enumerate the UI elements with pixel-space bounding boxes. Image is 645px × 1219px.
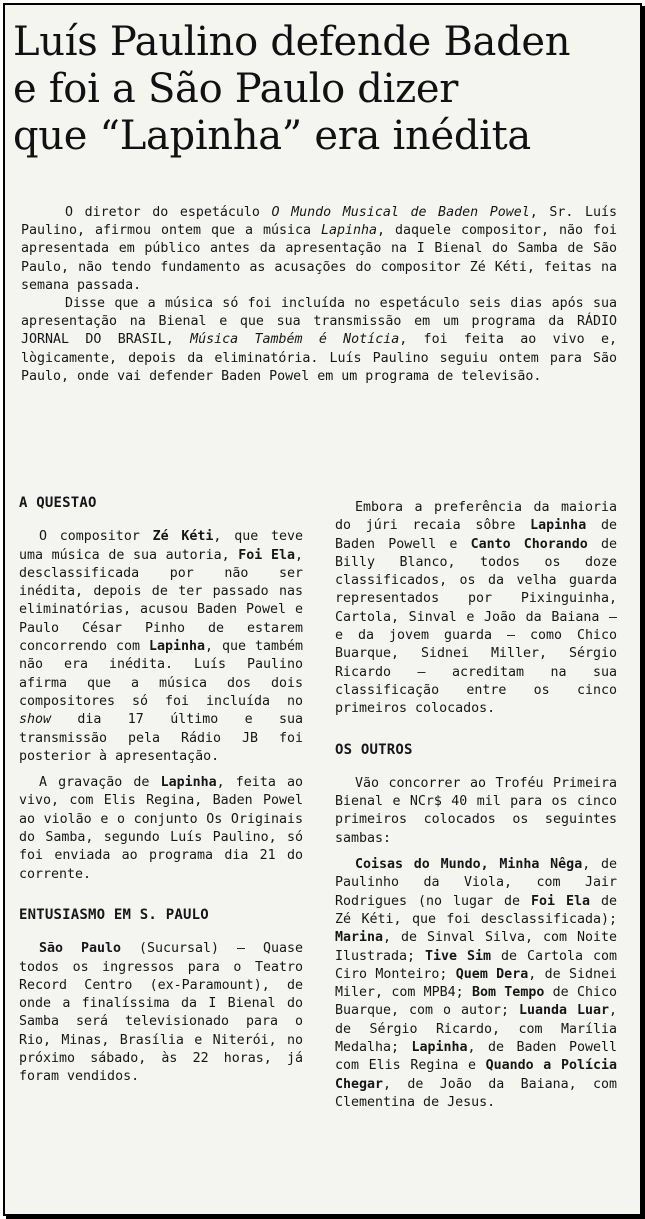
lead-section	[21, 204, 617, 386]
text-run: de Baden Powell e	[335, 518, 617, 552]
bold-run: Luanda Luar	[518, 1003, 609, 1019]
headline	[13, 19, 633, 160]
headline-line-2: e foi a São Paulo dizer	[13, 66, 459, 112]
text-run: , desclassificada por não ser inédita, depois de ter passado nas eliminatórias, acusou Baden Powel e Paulo César Pinho de estarem concorrendo com	[19, 547, 303, 655]
text-run: Vão concorrer ao Troféu Primeira Bienal e NCr$ 40 mil para os cinco primeiros colocados os seguintes sambas:	[335, 775, 617, 846]
text-run: , Sr. Luís Paulino, afirmou ontem que a música	[21, 205, 617, 239]
lead-paragraph-2	[21, 295, 617, 386]
text-run: Disse que a música só foi incluída no espetáculo seis dias após sua apresentação na Bienal e que sua transmissão em um programa da RÁDIO JORNAL DO BRASIL,	[21, 296, 617, 348]
italic-run: Lapinha	[320, 223, 377, 239]
subheading-a-questao: A QUESTAO	[19, 495, 97, 511]
bold-run: Bom Tempo	[471, 985, 545, 1001]
subheading-os-outros: OS OUTROS	[335, 741, 413, 758]
text-run: , de Sérgio Ricardo, com Marília Medalha;	[335, 1003, 618, 1056]
subheading-entusiasmo: ENTUSIASMO EM S. PAULO	[19, 906, 209, 923]
text-run: A gravação de	[39, 775, 161, 791]
text-run: , que teve uma música de sua autoria,	[19, 529, 304, 563]
bold-run: Zé Kéti	[152, 529, 214, 545]
text-run: de Billy Blanco, todos os doze classificados, os da velha guarda representados por Pixinguinha, Cartola, Sinval e João da Baiana — e da jovem guarda — como Chico Buarque, Sidnei Miller, Sérgio Ricardo — acreditam na sua classificação entre os cinco primeiros colocados.	[335, 536, 617, 717]
text-run: O compositor	[39, 529, 153, 545]
bold-run: Quem Dera	[455, 966, 529, 982]
text-run: de Zé Kéti, que foi desclassificada);	[335, 893, 617, 927]
left-paragraph-3	[19, 940, 303, 1086]
text-run: , foi feita ao vivo e, lògicamente, depois da eliminatória. Luís Paulino seguiu ontem para São Paulo, onde vai defender Baden Powel em um programa de televisão.	[21, 332, 617, 384]
bold-run: Marina	[335, 930, 384, 946]
text-run: , feita ao vivo, com Elis Regina, Baden Powel ao violão e o conjunto Os Originais do Samba, segundo Luís Paulino, só foi enviada ao programa dia 21 do corrente.	[19, 775, 304, 882]
text-run: , de Paulinho da Viola, com Jair Rodrigues (no lugar de	[335, 857, 617, 909]
left-paragraph-2	[19, 774, 303, 884]
text-run: de Chico Buarque, com o autor;	[335, 985, 617, 1019]
right-column	[335, 499, 617, 1112]
text-run: , daquele compositor, não foi apresentada em público antes da apresentação na I Bienal do Samba de São Paulo, não tendo fundamento as acusações do compositor Zé Kéti, feitas na semana passada.	[21, 223, 617, 293]
text-run: de Cartola com Ciro Monteiro;	[335, 948, 618, 982]
bold-run: Coisas do Mundo, Minha Nêga	[355, 857, 583, 873]
bold-run: Lapinha	[160, 775, 217, 791]
newspaper-clipping	[3, 3, 642, 1216]
left-column	[19, 494, 303, 1087]
text-run: (Sucursal) — Quase todos os ingressos para o Teatro Record Centro (ex-Paramount), de onde a finalíssima da I Bienal do Samba será televisionado para o Rio, Minas, Brasília e Niterói, no próximo sábado, às 22 horas, já foram vendidos.	[19, 941, 303, 1085]
text-run: O diretor do espetáculo	[65, 205, 272, 220]
text-run: , de João da Baiana, com Clementina de Jesus.	[335, 1076, 617, 1110]
bold-run: Foi Ela	[238, 547, 295, 563]
bold-run: Lapinha	[530, 518, 587, 534]
headline-line-3: que “Lapinha” era inédita	[13, 113, 531, 159]
lead-paragraph-1	[21, 204, 617, 295]
bold-run: Lapinha	[411, 1040, 468, 1056]
headline-line-1: Luís Paulino defende Baden	[13, 19, 571, 65]
bold-run: Quando a Polícia Chegar	[335, 1058, 617, 1092]
text-run: dia 17 último e sua transmissão pela Rádio JB foi posterior à apresentação.	[19, 712, 303, 764]
text-run: , que também não era inédita. Luís Paulino afirma que a música dos dois compositores só foi incluída no	[19, 639, 303, 709]
left-paragraph-1	[19, 528, 303, 766]
text-run: , de Sidnei Miler, com MPB4;	[335, 966, 617, 1001]
italic-run: Música Também é Notícia	[190, 332, 400, 348]
bold-run: Tive Sim	[425, 948, 492, 964]
text-run: , de Baden Powell com Elis Regina e	[335, 1040, 617, 1074]
italic-run: O Mundo Musical de Baden Powel	[271, 205, 530, 220]
right-paragraph-3	[335, 856, 617, 1112]
bold-run: São Paulo	[39, 941, 122, 957]
bold-run: Foi Ela	[531, 893, 591, 909]
bold-run: Canto Chorando	[470, 536, 588, 552]
text-run: , de Sinval Silva, com Noite Ilustrada;	[335, 930, 617, 964]
right-paragraph-2	[335, 775, 617, 848]
right-paragraph-1	[335, 499, 617, 719]
bold-run: Lapinha	[148, 639, 206, 655]
italic-run: show	[19, 712, 52, 728]
text-run: Embora a preferência da maioria do júri recaia sôbre	[335, 500, 617, 534]
